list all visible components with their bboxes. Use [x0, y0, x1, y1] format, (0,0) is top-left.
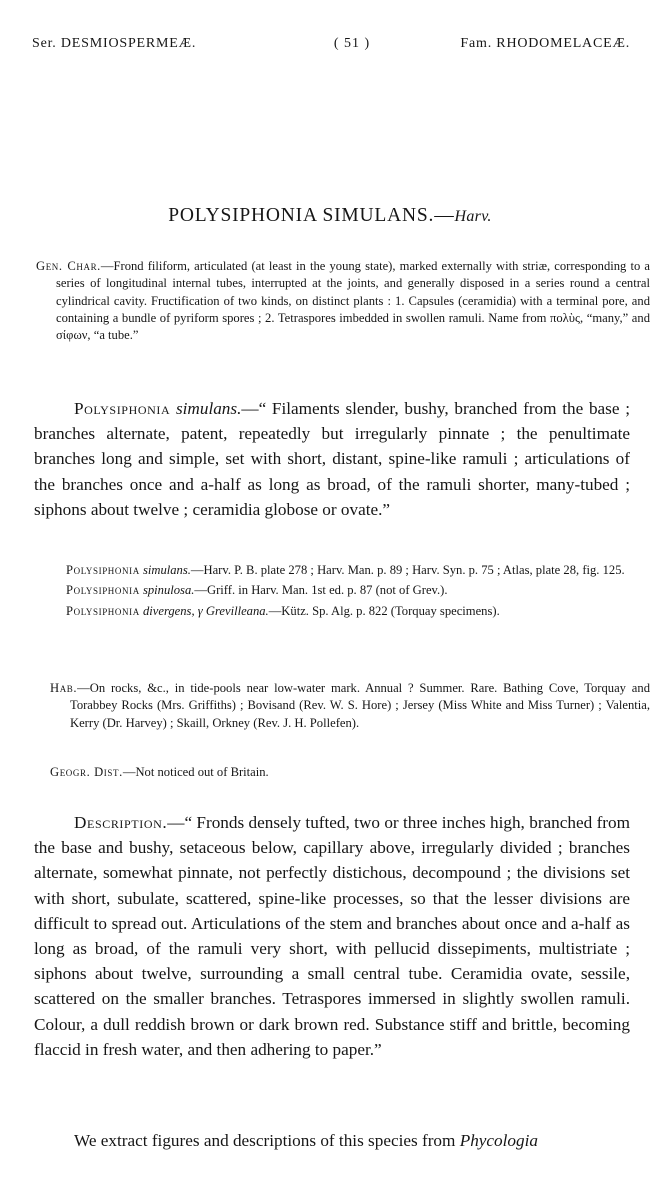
- synonym-species: divergens, γ Grevilleana.: [142, 603, 269, 618]
- species-name: POLYSIPHONIA SIMULANS.—: [168, 205, 455, 226]
- synonym-text: —Griff. in Harv. Man. 1st ed. p. 87 (not of Grev.).: [194, 583, 448, 598]
- synonym-text: —Harv. P. B. plate 278 ; Harv. Man. p. 89 ; Harv. Syn. p. 75 ; Atlas, plate 28, fig. 125.: [190, 563, 625, 577]
- description-label: Description.: [74, 813, 168, 832]
- synonym-list: [66, 562, 630, 623]
- synonym-genus: Polysiphonia: [66, 603, 140, 618]
- closing-paragraph: [34, 1128, 630, 1153]
- gen-char-label: Gen. Char.: [36, 259, 101, 273]
- header-series: Ser. DESMIOSPERMEÆ.: [32, 36, 197, 51]
- distribution-text: —Not noticed out of Britain.: [122, 765, 269, 779]
- description-text: —“ Fronds densely tufted, two or three inches high, branched from the base and bushy, setaceous below, capillary above, irregularly divided ; branches alternate, somewhat pinnate, not perfectly distichous, decompound ; the divisions set with short, subulate, scattered, spine-like processes, so that the lesser divisions are difficult to spread out. Articulations of the stem and branches about once and a-half as long as broad, of the ramuli very short, with pellucid dissepiments, multistriate ; siphons about twelve, surrounding a small central tube. Ceramidia ovate, sessile, scattered on the smaller branches. Tetraspores immersed in slightly swollen ramuli. Colour, a dull reddish brown or dark brown red. Substance stiff and brittle, becoming flaccid in fresh water, and then adhering to paper.”: [34, 813, 630, 1059]
- synonym-genus: Polysiphonia: [66, 583, 140, 598]
- page-number: ( 51 ): [333, 36, 371, 51]
- gen-char-text: —Frond filiform, articulated (at least in the young state), marked externally with striæ, corresponding to a series of longitudinal internal tubes, interrupted at the joints, and generally disposed in a series round a central cylindrical cavity. Fructification of two kinds, on distinct plants : 1. Capsules (ceramidia) with a terminal pore, and containing a bundle of pyriform spores ; 2. Tetraspores imbedded in swollen ramuli. Name from πολὺς, “many,” and σίφων, “a tube.”: [56, 259, 650, 343]
- distribution-section: [50, 764, 630, 781]
- running-header: [32, 36, 630, 56]
- synonym-text: —Kütz. Sp. Alg. p. 822 (Torquay specimens).: [268, 603, 500, 618]
- synonym-entry: [66, 582, 630, 599]
- diagnosis-genus: Polysiphonia: [74, 399, 171, 418]
- synonym-species: spinulosa.: [142, 583, 195, 598]
- synonym-entry: [66, 562, 630, 579]
- habitat-section: [50, 680, 650, 732]
- species-diagnosis: [34, 396, 630, 522]
- closing-text: We extract figures and descriptions of this species from: [74, 1131, 460, 1150]
- header-family: Fam. RHODOMELACEÆ.: [460, 36, 630, 51]
- habitat-text: —On rocks, &c., in tide-pools near low-water mark. Annual ? Summer. Rare. Bathing Cove, Torquay and Torabbey Rocks (Mrs. Griffiths) ; Bovisand (Rev. W. S. Hore) ; Jersey (Miss White and Miss Turner) ; Valentia, Kerry (Dr. Harvey) ; Skaill, Orkney (Rev. J. H. Pollefen).: [70, 681, 650, 730]
- species-author: Harv.: [454, 208, 492, 225]
- generic-character: [36, 258, 650, 344]
- diagnosis-text: —“ Filaments slender, bushy, branched from the base ; branches alternate, patent, repeatedly but irregularly pinnate ; the penultimate branches long and simple, set with short, distant, spine-like ramuli ; articulations of the branches once and a-half as long as broad, of the ramuli shorter, many-tubed ; siphons about twelve ; ceramidia globose or ovate.”: [34, 399, 630, 519]
- closing-source: Phycologia: [459, 1131, 538, 1150]
- habitat-label: Hab.: [50, 681, 78, 695]
- description-section: [34, 810, 630, 1062]
- distribution-label: Geogr. Dist.: [50, 765, 123, 779]
- diagnosis-species: simulans.: [175, 399, 242, 418]
- species-title: [0, 205, 660, 227]
- synonym-entry: [66, 603, 630, 620]
- synonym-genus: Polysiphonia: [66, 563, 140, 577]
- synonym-species: simulans.: [142, 563, 191, 577]
